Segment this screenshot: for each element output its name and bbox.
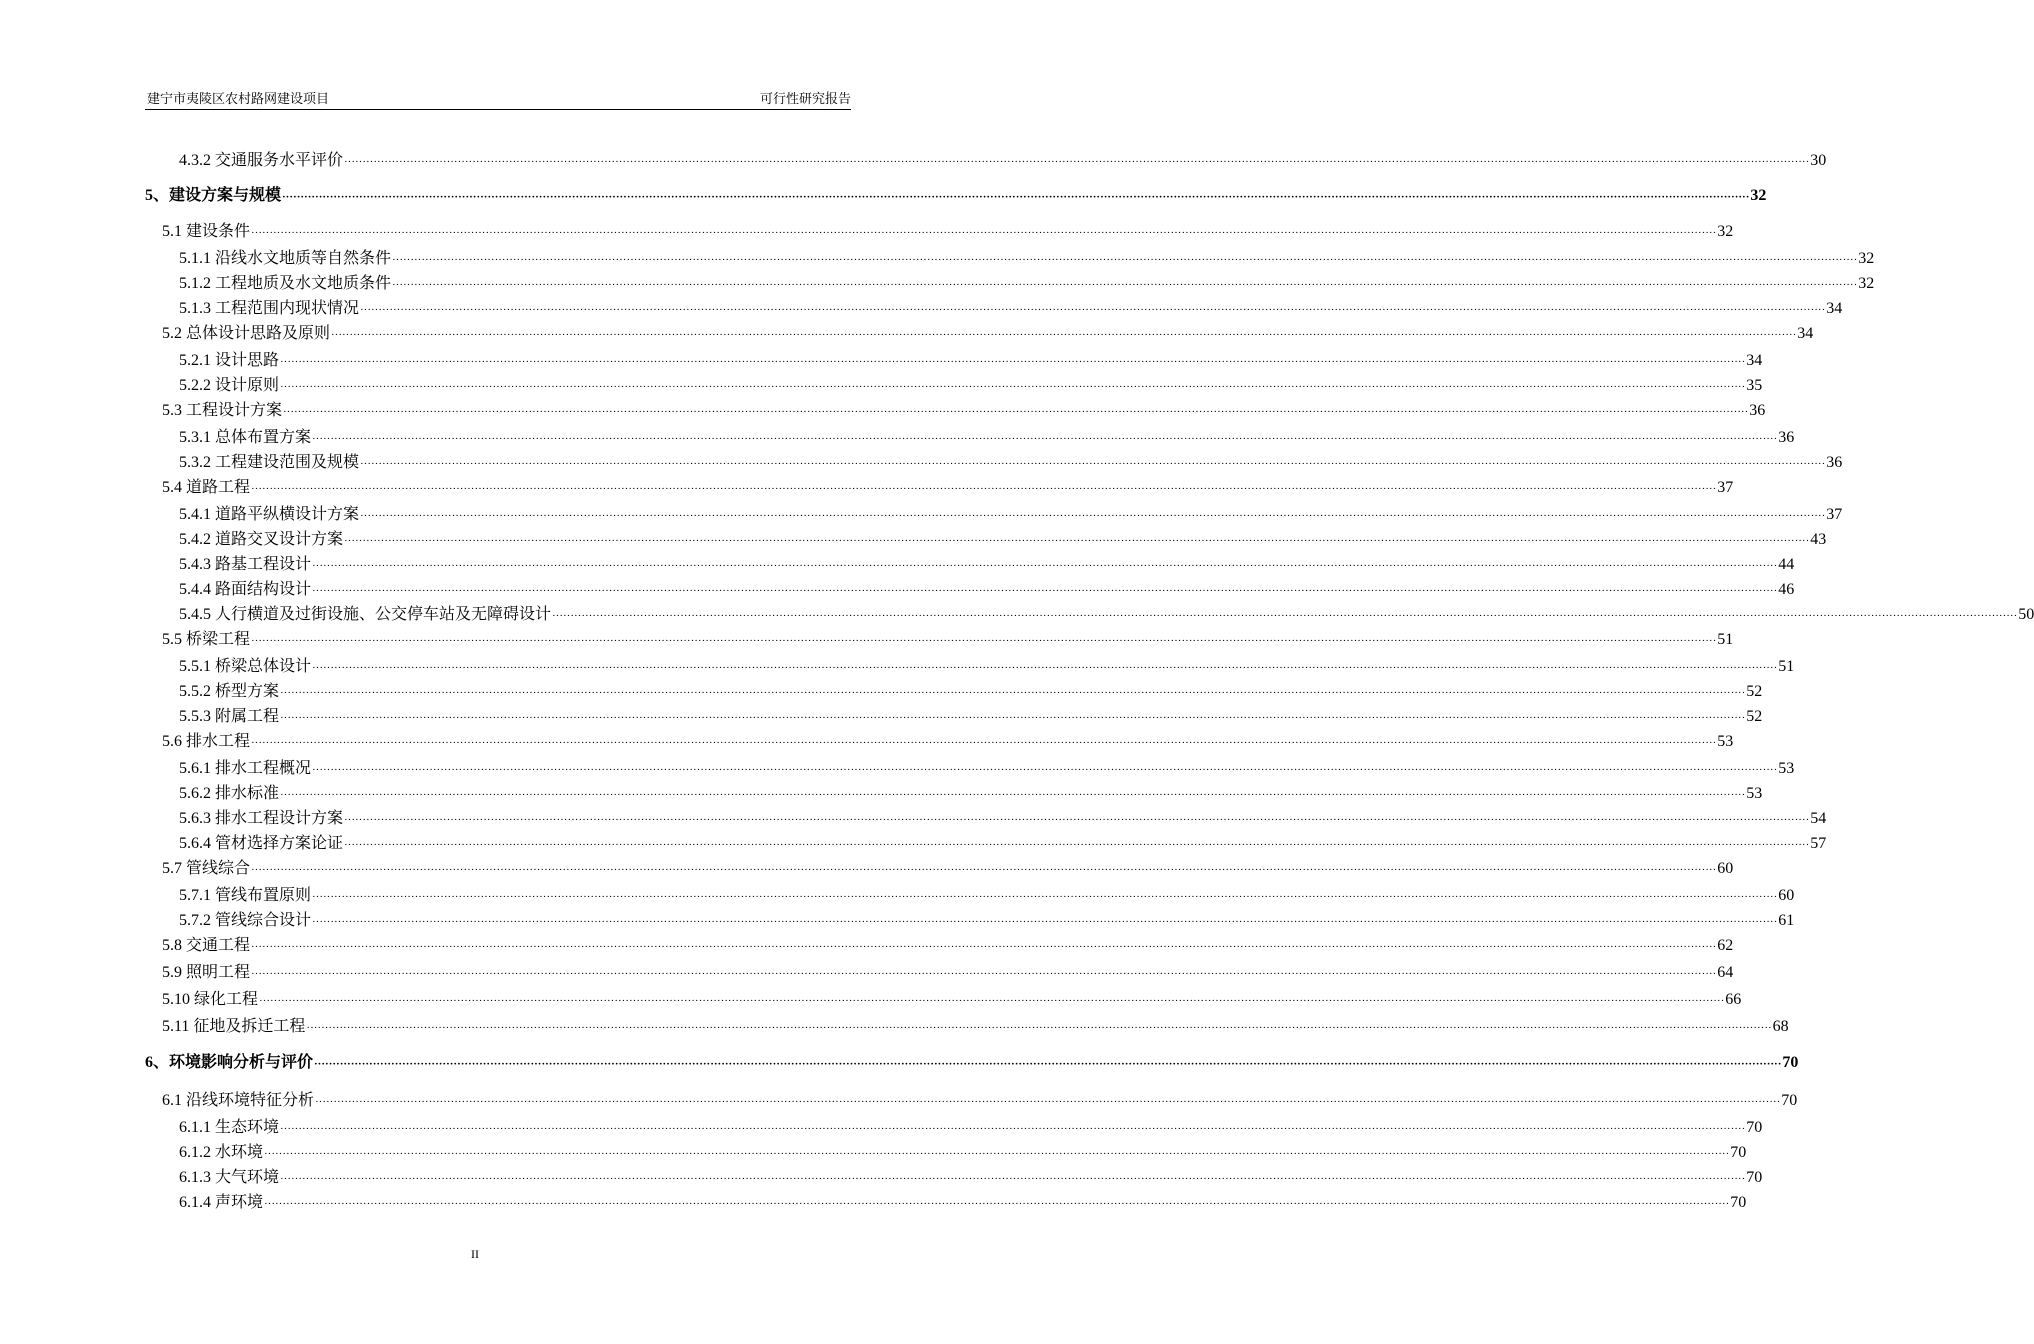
toc-entry-title: 5.5.1 桥梁总体设计 — [179, 658, 312, 675]
toc-entry-page-number: 70 — [1746, 1119, 1763, 1136]
toc-dot-leader: ················································································································································································································································································································································································································ — [280, 356, 1746, 368]
toc-entry[interactable] — [179, 248, 1875, 271]
toc-entry-page-number: 53 — [1717, 733, 1734, 750]
toc-entry-page-number: 51 — [1717, 631, 1734, 648]
toc-entry-title: 5.4.2 道路交叉设计方案 — [179, 531, 344, 548]
toc-entry-page-number: 70 — [1782, 1054, 1799, 1071]
toc-entry[interactable] — [179, 427, 1795, 450]
toc-entry-title: 5.7 管线综合 — [162, 860, 251, 877]
toc-entry-page-number: 43 — [1810, 531, 1827, 548]
toc-entry-page-number: 68 — [1772, 1018, 1789, 1035]
toc-entry-page-number: 37 — [1826, 506, 1843, 523]
toc-dot-leader: ················································································································································································································································································································································································································ — [360, 304, 1826, 316]
toc-entry-title: 5.1.2 工程地质及水文地质条件 — [179, 275, 392, 292]
toc-dot-leader: ················································································································································································································································································································································································································ — [251, 941, 1717, 953]
toc-entry-title: 5.6 排水工程 — [162, 733, 251, 750]
toc-entry-title: 5.6.1 排水工程概况 — [179, 760, 312, 777]
page-header — [145, 88, 851, 110]
toc-dot-leader: ················································································································································································································································································································································································································ — [344, 814, 1810, 826]
toc-entry-title: 5.7.1 管线布置原则 — [179, 887, 312, 904]
toc-entry-page-number: 70 — [1730, 1144, 1747, 1161]
toc-entry[interactable] — [179, 783, 1763, 806]
toc-entry-page-number: 37 — [1717, 479, 1734, 496]
toc-dot-leader: ················································································································································································································································································································································································································ — [264, 1148, 1730, 1160]
toc-entry-page-number: 34 — [1826, 300, 1843, 317]
toc-entry-page-number: 32 — [1750, 187, 1767, 204]
toc-entry-title: 5.6.4 管材选择方案论证 — [179, 835, 344, 852]
toc-entry-title: 5.6.3 排水工程设计方案 — [179, 810, 344, 827]
toc-entry-title: 5.1.3 工程范围内现状情况 — [179, 300, 360, 317]
toc-entry-title: 5.4.5 人行横道及过街设施、公交停车站及无障碍设计 — [179, 606, 552, 623]
toc-entry-page-number: 66 — [1725, 991, 1742, 1008]
toc-entry[interactable] — [179, 375, 1763, 398]
toc-entry-title: 5.11 征地及拆迁工程 — [162, 1018, 306, 1035]
toc-entry-title: 4.3.2 交通服务水平评价 — [179, 152, 344, 169]
toc-entry[interactable] — [179, 504, 1843, 527]
toc-dot-leader: ················································································································································································································································································································································································································ — [312, 585, 1778, 597]
toc-dot-leader: ················································································································································································································································································································································································································ — [280, 687, 1746, 699]
toc-entry-page-number: 52 — [1746, 683, 1763, 700]
toc-entry[interactable] — [179, 604, 2034, 627]
toc-dot-leader: ················································································································································································································································································································································································································ — [280, 381, 1746, 393]
toc-dot-leader: ················································································································································································································································································································································································································ — [312, 891, 1778, 903]
toc-entry-page-number: 60 — [1717, 860, 1734, 877]
toc-entry[interactable] — [145, 1052, 1799, 1075]
toc-entry[interactable] — [179, 150, 1827, 173]
toc-entry-page-number: 30 — [1810, 152, 1827, 169]
toc-entry-page-number: 57 — [1810, 835, 1827, 852]
header-report-type: 可行性研究报告 — [759, 91, 851, 106]
toc-entry-page-number: 70 — [1746, 1169, 1763, 1186]
toc-entry[interactable] — [162, 400, 1766, 423]
toc-entry-title: 5.5.2 桥型方案 — [179, 683, 280, 700]
toc-entry[interactable] — [179, 1142, 1747, 1165]
toc-entry-page-number: 61 — [1778, 912, 1795, 929]
toc-entry-page-number: 52 — [1746, 708, 1763, 725]
toc-entry-page-number: 51 — [1778, 658, 1795, 675]
toc-dot-leader: ················································································································································································································································································································································································································ — [312, 662, 1778, 674]
toc-dot-leader: ················································································································································································································································································································································································································ — [283, 406, 1749, 418]
toc-dot-leader: ················································································································································································································································································································································································································ — [392, 254, 1858, 266]
toc-entry[interactable] — [162, 629, 1734, 652]
toc-dot-leader: ················································································································································································································································································································································································································ — [360, 458, 1826, 470]
toc-entry-title: 5.4.3 路基工程设计 — [179, 556, 312, 573]
toc-entry-page-number: 34 — [1797, 325, 1814, 342]
toc-dot-leader: ················································································································································································································································································································································································································ — [280, 1173, 1746, 1185]
toc-entry-title: 5.1 建设条件 — [162, 223, 251, 240]
toc-entry[interactable] — [179, 808, 1827, 831]
toc-dot-leader: ················································································································································································································································································································································································································ — [251, 227, 1717, 239]
toc-entry-title: 5.9 照明工程 — [162, 964, 251, 981]
toc-entry-title: 5.5 桥梁工程 — [162, 631, 251, 648]
toc-entry-title: 5.1.1 沿线水文地质等自然条件 — [179, 250, 392, 267]
toc-entry-title: 5.10 绿化工程 — [162, 991, 259, 1008]
toc-entry[interactable] — [162, 989, 1742, 1012]
toc-dot-leader: ················································································································································································································································································································································································································ — [312, 433, 1778, 445]
toc-entry-page-number: 53 — [1778, 760, 1795, 777]
toc-entry-title: 6.1.1 生态环境 — [179, 1119, 280, 1136]
toc-entry-page-number: 62 — [1717, 937, 1734, 954]
toc-entry[interactable] — [179, 885, 1795, 908]
toc-entry-title: 6、环境影响分析与评价 — [145, 1054, 314, 1071]
toc-entry[interactable] — [179, 350, 1763, 373]
toc-entry[interactable] — [179, 1167, 1763, 1190]
toc-entry-page-number: 46 — [1778, 581, 1795, 598]
toc-entry-page-number: 35 — [1746, 377, 1763, 394]
toc-entry-page-number: 34 — [1746, 352, 1763, 369]
toc-entry[interactable] — [162, 1090, 1798, 1113]
toc-entry[interactable] — [179, 1192, 1747, 1215]
toc-entry-page-number: 50 — [2018, 606, 2034, 623]
toc-dot-leader: ················································································································································································································································································································································································································ — [344, 535, 1810, 547]
toc-dot-leader: ················································································································································································································································································································································································································ — [344, 156, 1810, 168]
toc-entry-page-number: 36 — [1826, 454, 1843, 471]
toc-entry[interactable] — [145, 185, 1767, 208]
toc-entry-page-number: 70 — [1781, 1092, 1798, 1109]
toc-entry-title: 5.4.1 道路平纵横设计方案 — [179, 506, 360, 523]
toc-entry-title: 5.2 总体设计思路及原则 — [162, 325, 331, 342]
toc-entry-page-number: 54 — [1810, 810, 1827, 827]
toc-entry-page-number: 32 — [1858, 275, 1875, 292]
toc-entry-title: 5.3.2 工程建设范围及规模 — [179, 454, 360, 471]
toc-entry-title: 5.3.1 总体布置方案 — [179, 429, 312, 446]
page-number: II — [471, 1247, 479, 1261]
toc-dot-leader: ················································································································································································································································································································································································································ — [251, 635, 1717, 647]
toc-entry-title: 5、建设方案与规模 — [145, 187, 282, 204]
toc-entry-title: 5.6.2 排水标准 — [179, 785, 280, 802]
toc-entry-page-number: 32 — [1717, 223, 1734, 240]
toc-dot-leader: ················································································································································································································································································································································································································ — [312, 560, 1778, 572]
toc-dot-leader: ················································································································································································································································································································································································································ — [312, 764, 1778, 776]
toc-entry[interactable] — [162, 323, 1814, 346]
toc-entry[interactable] — [179, 452, 1843, 475]
toc-entry-page-number: 60 — [1778, 887, 1795, 904]
toc-entry[interactable] — [162, 731, 1734, 754]
toc-dot-leader: ················································································································································································································································································································································································································ — [360, 510, 1826, 522]
toc-entry[interactable] — [162, 935, 1734, 958]
toc-entry[interactable] — [179, 758, 1795, 781]
toc-dot-leader: ················································································································································································································································································································································································································ — [312, 916, 1778, 928]
toc-entry[interactable] — [162, 1016, 1789, 1039]
toc-dot-leader: ················································································································································································································································································································································································································ — [344, 839, 1810, 851]
toc-dot-leader: ················································································································································································································································································································································································································ — [280, 1123, 1746, 1135]
toc-dot-leader: ················································································································································································································································································································································································································ — [552, 610, 2018, 622]
toc-dot-leader: ················································································································································································································································································································································································································ — [331, 329, 1797, 341]
toc-entry-title: 5.2.2 设计原则 — [179, 377, 280, 394]
toc-dot-leader: ················································································································································································································································································································································································································ — [314, 1058, 1782, 1070]
toc-entry[interactable] — [162, 477, 1734, 500]
toc-entry-page-number: 64 — [1717, 964, 1734, 981]
toc-dot-leader: ················································································································································································································································································································································································································ — [264, 1198, 1730, 1210]
toc-entry-title: 5.2.1 设计思路 — [179, 352, 280, 369]
toc-dot-leader: ················································································································································································································································································································································································································ — [315, 1096, 1781, 1108]
toc-entry-page-number: 36 — [1778, 429, 1795, 446]
toc-entry-title: 5.8 交通工程 — [162, 937, 251, 954]
toc-entry[interactable] — [162, 858, 1734, 881]
toc-dot-leader: ················································································································································································································································································································································································································ — [280, 789, 1746, 801]
toc-entry-title: 5.4 道路工程 — [162, 479, 251, 496]
toc-dot-leader: ················································································································································································································································································································································································································ — [251, 483, 1717, 495]
toc-dot-leader: ················································································································································································································································································································································································································ — [306, 1022, 1772, 1034]
toc-dot-leader: ················································································································································································································································································································································································································ — [282, 191, 1750, 203]
toc-entry-title: 5.7.2 管线综合设计 — [179, 912, 312, 929]
toc-entry-title: 6.1.2 水环境 — [179, 1144, 264, 1161]
toc-dot-leader: ················································································································································································································································································································································································································ — [259, 995, 1725, 1007]
toc-entry[interactable] — [179, 681, 1763, 704]
toc-entry-title: 6.1.3 大气环境 — [179, 1169, 280, 1186]
toc-entry-title: 6.1 沿线环境特征分析 — [162, 1092, 315, 1109]
toc-entry-page-number: 70 — [1730, 1194, 1747, 1211]
toc-entry[interactable] — [179, 554, 1795, 577]
toc-dot-leader: ················································································································································································································································································································································································································ — [251, 968, 1717, 980]
toc-entry-page-number: 44 — [1778, 556, 1795, 573]
toc-entry[interactable] — [179, 833, 1827, 856]
toc-entry[interactable] — [162, 221, 1734, 244]
toc-entry[interactable] — [179, 529, 1827, 552]
toc-dot-leader: ················································································································································································································································································································································································································ — [280, 712, 1746, 724]
toc-entry[interactable] — [179, 1117, 1763, 1140]
toc-entry[interactable] — [162, 962, 1734, 985]
header-project-title: 建宁市夷陵区农村路网建设项目 — [147, 91, 330, 106]
toc-entry[interactable] — [179, 298, 1843, 321]
toc-entry-title: 5.3 工程设计方案 — [162, 402, 283, 419]
toc-entry[interactable] — [179, 706, 1763, 729]
toc-entry[interactable] — [179, 273, 1875, 296]
toc-entry[interactable] — [179, 579, 1795, 602]
toc-dot-leader: ················································································································································································································································································································································································································ — [251, 737, 1717, 749]
toc-entry[interactable] — [179, 656, 1795, 679]
toc-entry-title: 5.4.4 路面结构设计 — [179, 581, 312, 598]
toc-entry-page-number: 32 — [1858, 250, 1875, 267]
toc-entry[interactable] — [179, 910, 1795, 933]
toc-entry-title: 5.5.3 附属工程 — [179, 708, 280, 725]
toc-entry-page-number: 36 — [1749, 402, 1766, 419]
toc-dot-leader: ················································································································································································································································································································································································································ — [251, 864, 1717, 876]
toc-dot-leader: ················································································································································································································································································································································································································ — [392, 279, 1858, 291]
toc-entry-title: 6.1.4 声环境 — [179, 1194, 264, 1211]
toc-entry-page-number: 53 — [1746, 785, 1763, 802]
